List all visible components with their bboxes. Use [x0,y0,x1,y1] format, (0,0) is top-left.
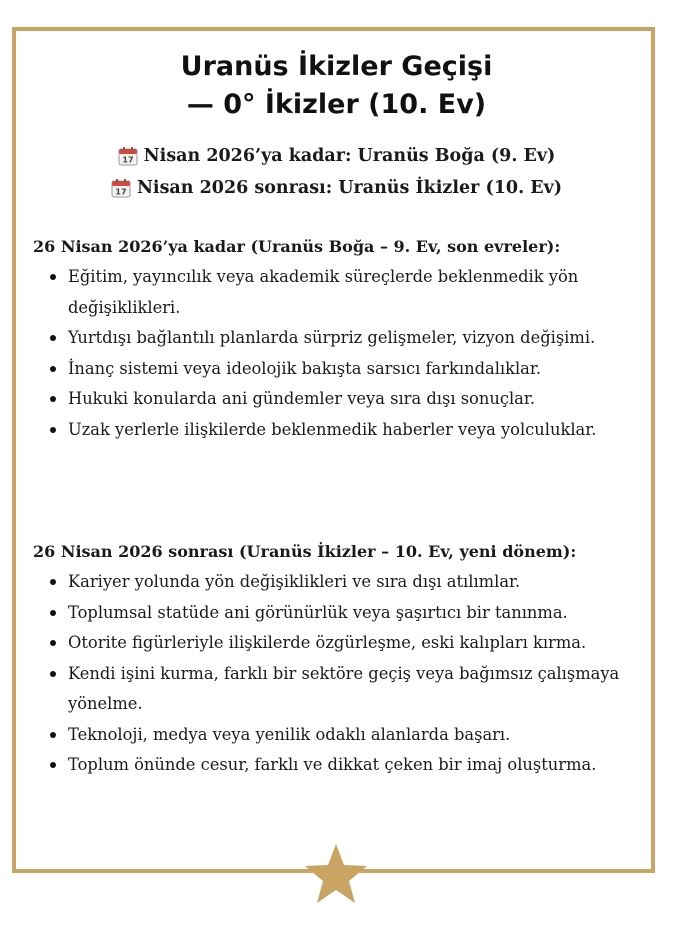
list-item: Kariyer yolunda yön değişiklikleri ve sıra dışı atılımlar. [0,567,673,598]
date-line-before [0,140,673,172]
list-item: Yurtdışı bağlantılı planlarda sürpriz gelişmeler, vizyon değişimi. [0,323,673,354]
list-item: Toplumsal statüde ani görünürlük veya şaşırtıcı bir tanınma. [0,598,673,629]
list-item: Otorite figürleriyle ilişkilerde özgürleşme, eski kalıpları kırma. [0,628,673,659]
list-before [0,262,673,445]
list-item: Eğitim, yayıncılık veya akademik süreçlerde beklenmedik yön değişiklikleri. [0,262,673,323]
page-title [0,48,673,124]
list-after [0,567,673,781]
list-item: Hukuki konularda ani gündemler veya sıra dışı sonuçlar. [0,384,673,415]
list-item: Toplum önünde cesur, farklı ve dikkat çeken bir imaj oluşturma. [0,750,673,781]
title-line-2: — 0° İkizler (10. Ev) [186,89,487,120]
title-line-1: Uranüs İkizler Geçişi [180,51,493,82]
calendar-icon [118,146,138,166]
section-heading-after: 26 Nisan 2026 sonrası (Uranüs İkizler – 10. Ev, yeni dönem): [33,542,577,561]
date-text-before: Nisan 2026’ya kadar: Uranüs Boğa (9. Ev) [143,146,556,166]
date-text-after: Nisan 2026 sonrası: Uranüs İkizler (10. Ev) [136,178,563,198]
calendar-icon [111,178,131,198]
list-item: Kendi işini kurma, farklı bir sektöre geçiş veya bağımsız çalışmaya yönelme. [0,659,673,720]
star-icon [303,843,369,905]
date-line-after [0,172,673,204]
svg-text:17: 17 [122,155,134,165]
list-item: İnanç sistemi veya ideolojik bakışta sarsıcı farkındalıklar. [0,354,673,385]
svg-text:17: 17 [115,187,127,197]
list-item: Uzak yerlerle ilişkilerde beklenmedik haberler veya yolculuklar. [0,415,673,446]
list-item: Teknoloji, medya veya yenilik odaklı alanlarda başarı. [0,720,673,751]
date-summary [0,140,673,204]
section-heading-before: 26 Nisan 2026’ya kadar (Uranüs Boğa – 9. Ev, son evreler): [33,237,561,256]
